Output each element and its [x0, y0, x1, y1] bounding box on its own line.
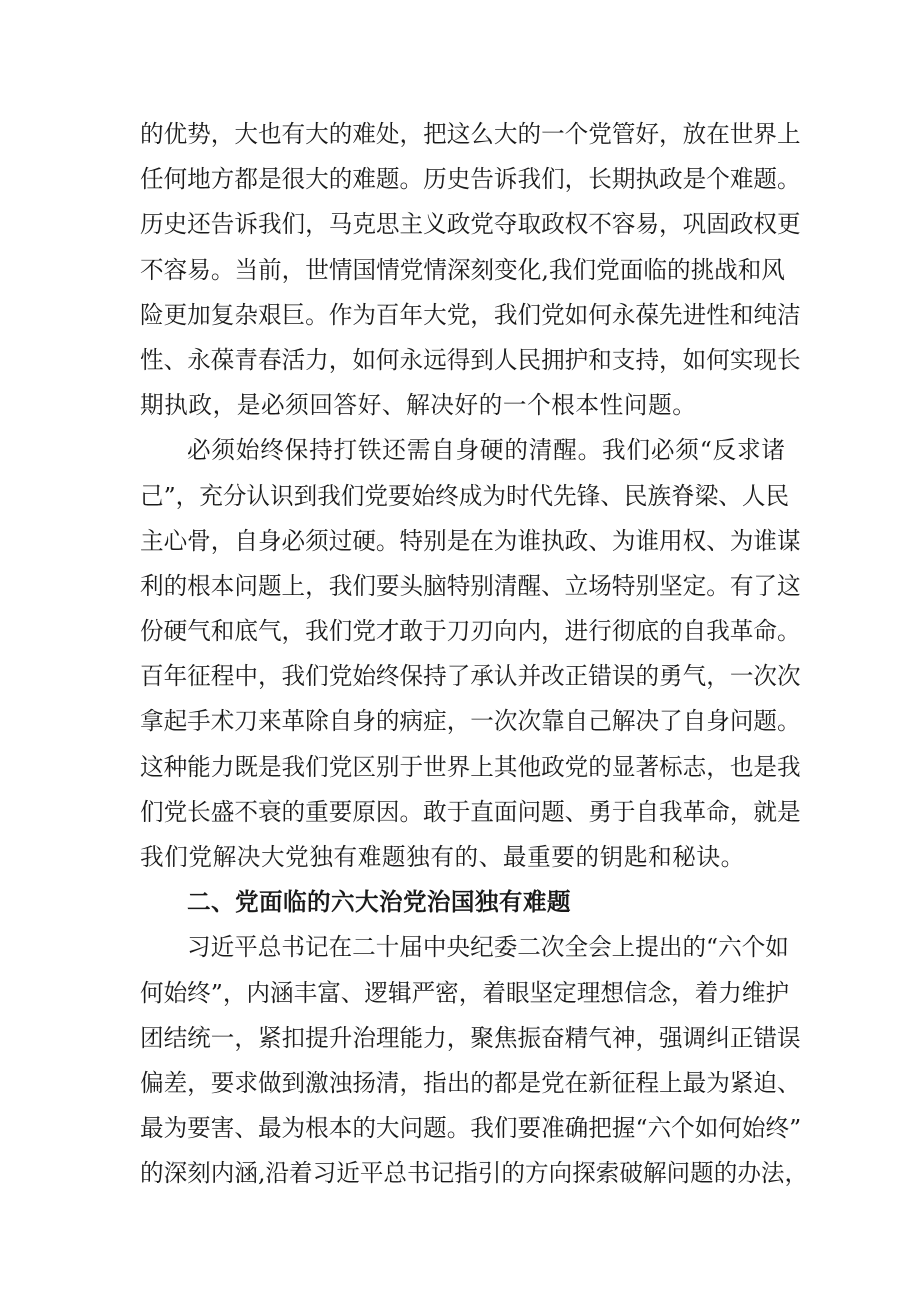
paragraph-line: 主心骨，自身必须过硬。特别是在为谁执政、为谁用权、为谁谋: [140, 526, 801, 555]
paragraph-line: 任何地方都是很大的难题。历史告诉我们，长期执政是个难题。: [140, 165, 801, 194]
paragraph-line: 的优势，大也有大的难处，把这么大的一个党管好，放在世界上: [140, 120, 801, 148]
paragraph-line: 我们党解决大党独有难题独有的、最重要的钥匙和秘诀。: [140, 843, 745, 871]
paragraph-line: 这种能力既是我们党区别于世界上其他政党的显著标志，也是我: [140, 752, 801, 781]
paragraph-line: 何始终”，内涵丰富、逻辑严密，着眼坚定理想信念，着力维护: [140, 978, 790, 1007]
paragraph-3: [140, 925, 809, 1196]
paragraph-line: 不容易。当前，世情国情党情深刻变化,我们党面临的挑战和风: [140, 255, 785, 284]
paragraph-line: 必须始终保持打铁还需自身硬的清醒。我们必须“反求诸: [187, 436, 785, 465]
paragraph-line: 险更加复杂艰巨。作为百年大党，我们党如何永葆先进性和纯洁: [140, 300, 801, 329]
paragraph-line: 拿起手术刀来革除自身的病症，一次次靠自己解决了自身问题。: [140, 707, 801, 736]
paragraph-line: 利的根本问题上，我们要头脑特别清醒、立场特别坚定。有了这: [140, 571, 801, 600]
document-page: [140, 112, 809, 1197]
paragraph-line: 历史还告诉我们，马克思主义政党夺取政权不容易，巩固政权更: [140, 210, 801, 239]
paragraph-line: 习近平总书记在二十届中央纪委二次全会上提出的“六个如: [187, 933, 789, 962]
paragraph-1: [140, 112, 801, 428]
paragraph-line: 们党长盛不衰的重要原因。敢于直面问题、勇于自我革命，就是: [140, 797, 801, 826]
paragraph-line: 期执政，是必须回答好、解决好的一个根本性问题。: [140, 391, 697, 420]
paragraph-2: [140, 428, 801, 880]
paragraph-line: 百年征程中，我们党始终保持了承认并改正错误的勇气，一次次: [140, 662, 801, 691]
paragraph-line: 最为要害、最为根本的大问题。我们要准确把握“六个如何始终”: [140, 1114, 802, 1143]
paragraph-line: 偏差，要求做到激浊扬清，指出的都是党在新征程上最为紧迫、: [140, 1068, 801, 1097]
paragraph-line: 团结统一，紧扣提升治理能力，聚焦振奋精气神，强调纠正错误: [140, 1023, 801, 1052]
paragraph-line: 性、永葆青春活力，如何永远得到人民拥护和支持，如何实现长: [140, 345, 801, 374]
paragraph-line: 己”，充分认识到我们党要始终成为时代先锋、民族脊梁、人民: [140, 481, 790, 510]
paragraph-line: 份硬气和底气，我们党才敢于刀刃向内，进行彻底的自我革命。: [140, 617, 801, 646]
section-heading: 二、党面临的六大治党治国独有难题: [187, 888, 571, 917]
paragraph-line: 的深刻内涵,沿着习近平总书记指引的方向探索破解问题的办法，: [140, 1159, 809, 1188]
